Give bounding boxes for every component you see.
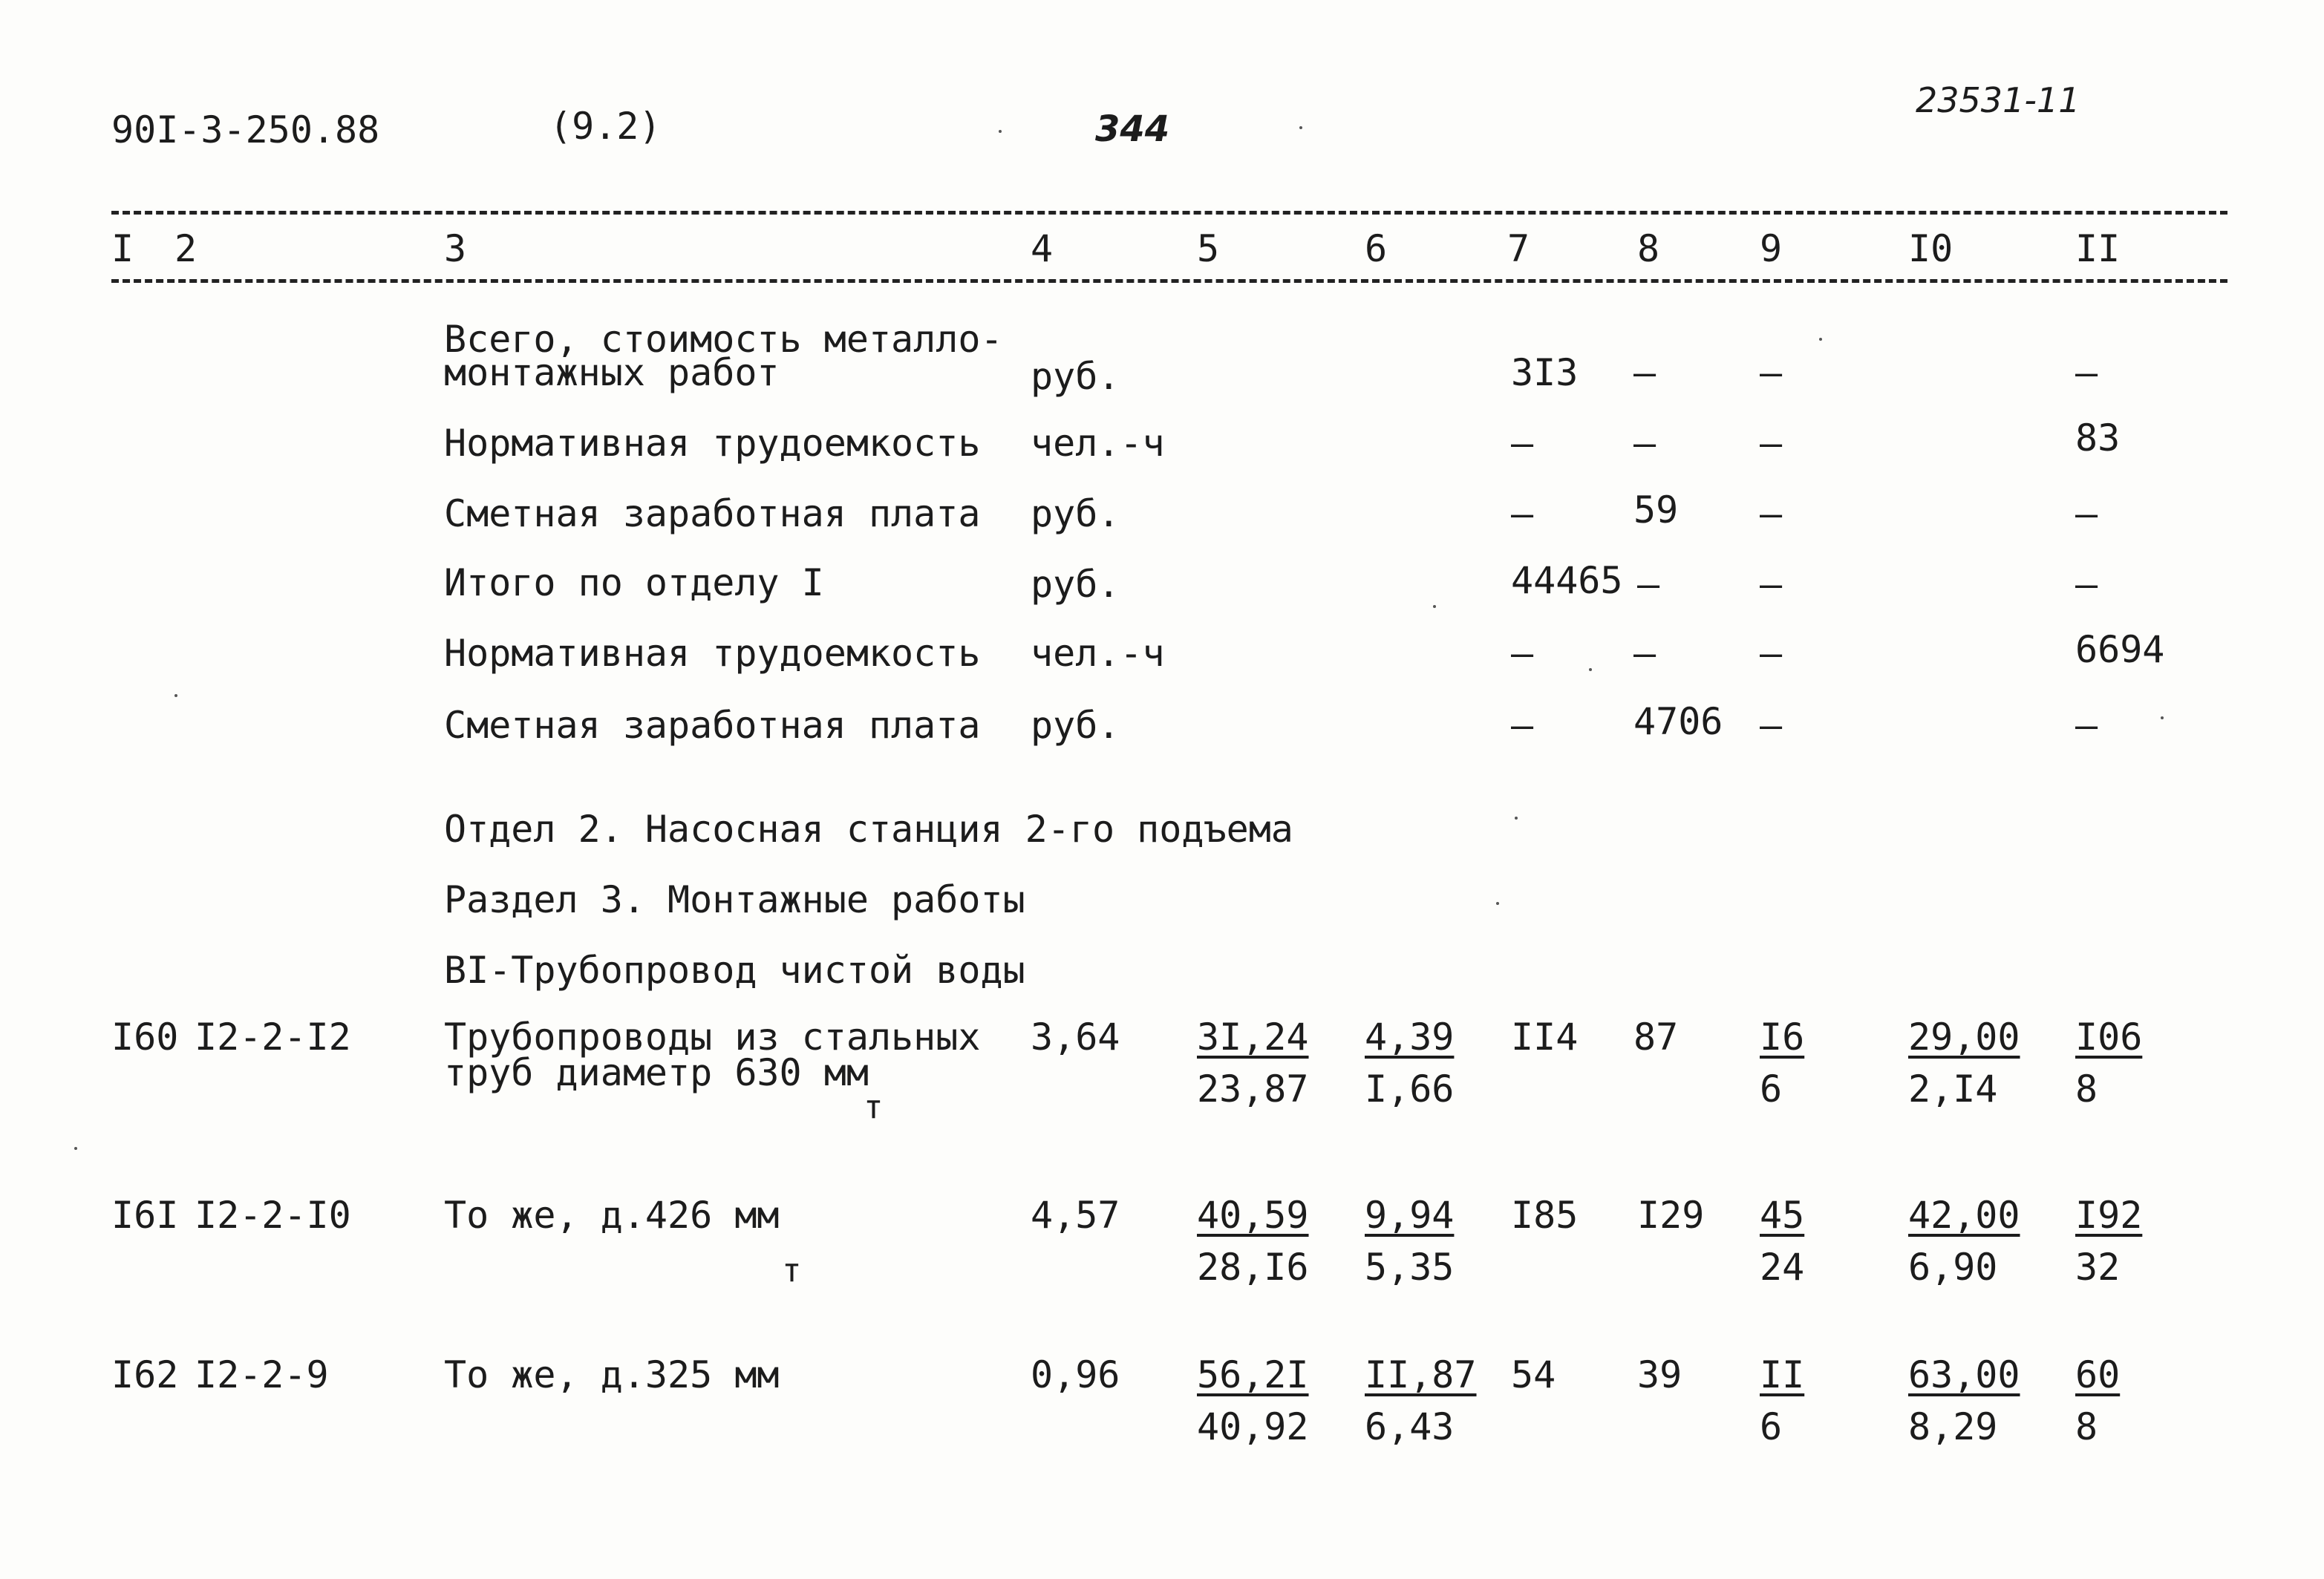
col-9-top: 45 (1760, 1194, 1805, 1237)
item-description: То же, д.325 мм (444, 1353, 780, 1396)
col-10-bottom: 6,90 (1908, 1246, 1998, 1289)
scan-speck (2161, 716, 2164, 719)
sheet-reference: (9.2) (549, 105, 662, 148)
col-6-bottom: I,66 (1365, 1068, 1455, 1111)
unit-mark: т (864, 1088, 884, 1126)
col-8-value: – (1637, 563, 1660, 606)
col-5-top: 40,59 (1197, 1194, 1309, 1237)
col-7-value: – (1511, 632, 1534, 675)
col-10-top: 29,00 (1908, 1016, 2020, 1059)
col-11-value: – (2075, 351, 2098, 394)
col-11-top: 60 (2075, 1353, 2121, 1396)
col-6-bottom: 5,35 (1365, 1246, 1455, 1289)
col-7-value: – (1511, 492, 1534, 535)
row-label: Всего, стоимость металло- (444, 318, 1003, 361)
col-9-value: – (1760, 351, 1783, 394)
col-7-value: I85 (1511, 1194, 1579, 1237)
col-11-value: – (2075, 704, 2098, 747)
row-label: Сметная заработная плата (444, 492, 981, 535)
row-unit: руб. (1031, 492, 1120, 535)
subsection-heading: BI-Трубопровод чистой воды (444, 949, 1025, 992)
col-7-value: – (1511, 704, 1534, 747)
col-7-value: 3I3 (1511, 351, 1579, 394)
col-11-bottom: 32 (2075, 1246, 2121, 1289)
row-unit: чел.-ч (1031, 632, 1165, 675)
scan-speck (999, 130, 1002, 133)
column-header: 6 (1365, 227, 1388, 270)
column-header: 5 (1197, 227, 1220, 270)
col-5-bottom: 23,87 (1197, 1068, 1309, 1111)
col-6-top: 4,39 (1365, 1016, 1455, 1059)
header-rule-bottom (111, 279, 2227, 283)
col-11-bottom: 8 (2075, 1405, 2098, 1448)
col-11-bottom: 8 (2075, 1068, 2098, 1111)
quantity: 0,96 (1031, 1353, 1120, 1396)
row-unit: руб. (1031, 704, 1120, 747)
archive-number: 23531-11 (1916, 80, 2080, 120)
row-label-continued: монтажных работ (444, 351, 780, 394)
col-7-value: 44465 (1511, 559, 1623, 602)
column-header: 8 (1637, 227, 1660, 270)
item-description: То же, д.426 мм (444, 1194, 780, 1237)
page-number: 344 (1095, 108, 1170, 150)
col-5-top: 3I,24 (1197, 1016, 1309, 1059)
department-heading: Отдел 2. Насосная станция 2-го подъема (444, 808, 1293, 851)
column-header: II (2075, 227, 2121, 270)
col-9-value: – (1760, 563, 1783, 606)
col-8-value: 59 (1633, 488, 1679, 532)
item-number: I60 (111, 1016, 179, 1059)
col-8-value: 4706 (1633, 700, 1723, 743)
col-10-top: 42,00 (1908, 1194, 2020, 1237)
item-description-continued: труб диаметр 630 мм (444, 1051, 869, 1094)
unit-mark: т (782, 1252, 802, 1289)
col-11-value: 6694 (2075, 628, 2165, 671)
scan-speck (74, 1147, 77, 1150)
col-6-top: II,87 (1365, 1353, 1477, 1396)
col-8-value: I29 (1637, 1194, 1705, 1237)
column-header: 3 (444, 227, 467, 270)
col-10-bottom: 8,29 (1908, 1405, 1998, 1448)
col-8-value: 39 (1637, 1353, 1682, 1396)
scan-speck (1819, 338, 1822, 341)
col-5-bottom: 40,92 (1197, 1405, 1309, 1448)
column-header: 9 (1760, 227, 1783, 270)
row-unit: чел.-ч (1031, 422, 1165, 465)
col-11-top: I06 (2075, 1016, 2143, 1059)
col-9-bottom: 24 (1760, 1246, 1805, 1289)
item-number: I6I (111, 1194, 179, 1237)
col-11-value: 83 (2075, 416, 2121, 460)
col-11-value: – (2075, 563, 2098, 606)
scan-speck (1515, 817, 1518, 820)
col-7-value: – (1511, 422, 1534, 465)
column-header: I (111, 227, 134, 270)
col-9-top: II (1760, 1353, 1805, 1396)
document-code: 90I-3-250.88 (111, 108, 380, 151)
scan-speck (1433, 605, 1436, 608)
item-description: Трубопроводы из стальных (444, 1016, 981, 1059)
section-heading: Раздел 3. Монтажные работы (444, 878, 1025, 921)
col-10-top: 63,00 (1908, 1353, 2020, 1396)
col-8-value: 87 (1633, 1016, 1679, 1059)
col-8-value: – (1633, 351, 1656, 394)
header-rule-top (111, 211, 2227, 215)
col-11-value: – (2075, 492, 2098, 535)
scan-speck (1496, 902, 1499, 905)
column-header: 7 (1507, 227, 1530, 270)
col-9-bottom: 6 (1760, 1068, 1783, 1111)
col-9-value: – (1760, 422, 1783, 465)
col-9-value: – (1760, 704, 1783, 747)
col-7-value: 54 (1511, 1353, 1556, 1396)
col-8-value: – (1633, 422, 1656, 465)
column-header: 4 (1031, 227, 1054, 270)
item-code: I2-2-I0 (195, 1194, 351, 1237)
row-label: Нормативная трудоемкость (444, 422, 981, 465)
quantity: 4,57 (1031, 1194, 1120, 1237)
scan-speck (1589, 668, 1592, 671)
col-6-top: 9,94 (1365, 1194, 1455, 1237)
item-code: I2-2-9 (195, 1353, 329, 1396)
col-9-bottom: 6 (1760, 1405, 1783, 1448)
column-header: 2 (174, 227, 198, 270)
row-label: Сметная заработная плата (444, 704, 981, 747)
column-header: I0 (1908, 227, 1953, 270)
row-unit: руб. (1031, 355, 1120, 398)
row-label: Итого по отделу I (444, 561, 824, 604)
row-unit: руб. (1031, 563, 1120, 606)
col-6-bottom: 6,43 (1365, 1405, 1455, 1448)
col-9-value: – (1760, 492, 1783, 535)
item-code: I2-2-I2 (195, 1016, 351, 1059)
scan-speck (174, 694, 177, 697)
col-9-top: I6 (1760, 1016, 1805, 1059)
row-label: Нормативная трудоемкость (444, 632, 981, 675)
quantity: 3,64 (1031, 1016, 1120, 1059)
col-10-bottom: 2,I4 (1908, 1068, 1998, 1111)
col-5-top: 56,2I (1197, 1353, 1309, 1396)
item-number: I62 (111, 1353, 179, 1396)
scan-speck (1299, 126, 1302, 129)
col-11-top: I92 (2075, 1194, 2143, 1237)
col-5-bottom: 28,I6 (1197, 1246, 1309, 1289)
col-9-value: – (1760, 632, 1783, 675)
col-7-value: II4 (1511, 1016, 1579, 1059)
col-8-value: – (1633, 632, 1656, 675)
